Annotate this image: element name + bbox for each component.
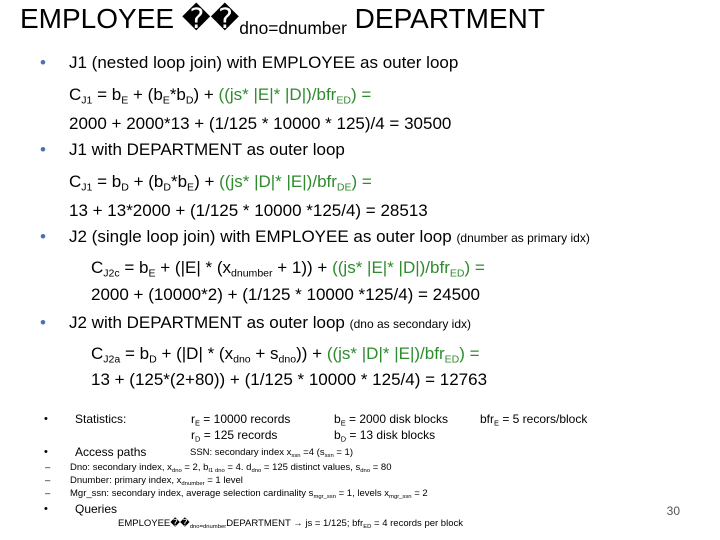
page-title bbox=[20, 2, 545, 39]
queries-label: Queries bbox=[75, 502, 118, 516]
formula-line: $C_{J2a} = b_D + (|D| * (x_{dno} + s_{dno})) + ((js*$ |D|* |E|)/bfr$_{ED}$) = bbox=[91, 344, 480, 366]
title-right: DEPARTMENT bbox=[354, 3, 545, 34]
formula-result: 2000 + (10000*2) + (1/125 * 10000 *125/4) = 24500 bbox=[91, 285, 480, 304]
arrow-right-icon: → bbox=[293, 518, 303, 529]
dash-marker: – bbox=[45, 462, 51, 473]
formula-result: 13 + (125*(2+80)) + (1/125 * 10000 * 125/4) = 12763 bbox=[91, 370, 488, 389]
stat-r-department: $r_D = 125$ records bbox=[191, 428, 278, 444]
access-label: Access paths bbox=[75, 445, 147, 459]
bullet-marker: • bbox=[44, 413, 48, 425]
bullet-marker: • bbox=[40, 140, 46, 159]
bullet-marker: • bbox=[40, 227, 46, 246]
stat-b-department: $b_D = 13$ disk blocks bbox=[334, 428, 436, 444]
title-join-condition: dno=dnumber bbox=[239, 18, 347, 39]
stats-label: Statistics: bbox=[75, 412, 127, 426]
index-note: (dno as secondary idx) bbox=[349, 317, 472, 331]
access-ssn: SSN: secondary index $x_{ssn} =4$ $(s_{ssn} = 1)$ bbox=[190, 447, 354, 460]
title-left: EMPLOYEE bbox=[20, 3, 175, 34]
bullet-text: J2 with DEPARTMENT as outer loop (dno as secondary idx) bbox=[69, 313, 472, 332]
stat-r-employee: $r_E = 10000$ records bbox=[191, 412, 291, 428]
formula-line: $C_{J2c} = b_E + (|E| * (x_{dnumber} + 1)) + ((js*$ |E|* |D|)/bfr$_{ED}$) = bbox=[91, 258, 485, 280]
index-note: (dnumber as primary idx) bbox=[456, 231, 590, 245]
access-dnumber: Dnumber: primary index, $x_{dnumber} = 1$ level bbox=[70, 475, 243, 488]
formula-line: $C_{J1} = b_E + (b_E*b_D) + ((js*$ |E|* |D|)/bfr$_{ED}$) = bbox=[69, 85, 372, 107]
bullet-marker: • bbox=[44, 503, 48, 515]
query-line: $EMPLOYEE��_{dno=dnumber}DEPARTMENT$ → js = 1/125; bfr$_{ED}$ = 4 records per block bbox=[118, 518, 463, 531]
dash-marker: – bbox=[45, 475, 51, 486]
access-mgr-ssn: Mgr_ssn: secondary index, average selection cardinality $s_{mgr\_ssn} = 1$, levels $x_{mgr\_ssn} = 2$ bbox=[70, 488, 428, 501]
bullet-text: J1 with DEPARTMENT as outer loop bbox=[69, 140, 345, 159]
access-dno: Dno: secondary index, $x_{dno} = 2$, $b_{I1 dno} = 4$. $d_{dno} = 125$ distinct values, $s_{dno} = 80$ bbox=[70, 462, 392, 475]
bullet-marker: • bbox=[44, 446, 48, 458]
formula-result: 2000 + 2000*13 + (1/125 * 10000 * 125)/4 = 30500 bbox=[69, 114, 452, 133]
bullet-marker: • bbox=[40, 313, 46, 332]
formula-result: 13 + 13*2000 + (1/125 * 10000 *125/4) = 28513 bbox=[69, 201, 428, 220]
join-symbol-icon: �� bbox=[170, 518, 190, 529]
formula-line: $C_{J1} = b_D + (b_D*b_E) + ((js*$ |D|* |E|)/bfr$_{DE}$) = bbox=[69, 172, 372, 194]
stat-b-employee: $b_E = 2000$ disk blocks bbox=[334, 412, 449, 428]
stat-bfr-employee: bfr$_E$ = 5 recors/block bbox=[480, 412, 588, 428]
bullet-text: J2 (single loop join) with EMPLOYEE as outer loop (dnumber as primary idx) bbox=[69, 227, 590, 246]
bullet-text: J1 (nested loop join) with EMPLOYEE as outer loop bbox=[69, 53, 459, 72]
dash-marker: – bbox=[45, 488, 51, 499]
join-symbol-icon: �� bbox=[181, 3, 240, 34]
bullet-marker: • bbox=[40, 53, 46, 72]
page-number: 30 bbox=[666, 504, 680, 518]
